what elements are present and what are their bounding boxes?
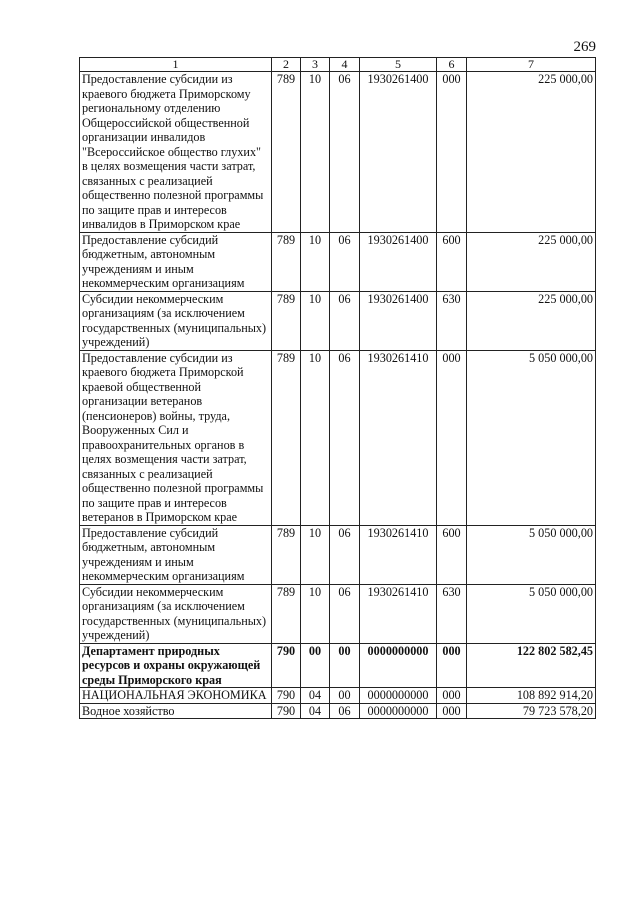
- target-article-code: 1930261410: [360, 350, 437, 525]
- target-article-code: 0000000000: [360, 703, 437, 719]
- section-code: 00: [301, 643, 330, 688]
- column-header: 1: [80, 58, 272, 72]
- table-row: [80, 525, 596, 584]
- item-name: Субсидии некоммерческим организациям (за исключением государственных (муниципальных) учреждений): [80, 291, 272, 350]
- admin-code: 790: [272, 688, 301, 704]
- section-code: 10: [301, 291, 330, 350]
- item-name: Департамент природных ресурсов и охраны окружающей среды Приморского края: [80, 643, 272, 688]
- table-row: [80, 688, 596, 704]
- subsection-code: 06: [330, 72, 360, 233]
- item-name: Предоставление субсидии из краевого бюджета Приморской краевой общественной организации ветеранов (пенсионеров) войны, труда, Вооруженных Сил и правоохранительных органов в целях возмещения части затрат, связанных с реализацией общественно полезной программы по защите прав и интересов ветеранов в Приморском крае: [80, 350, 272, 525]
- admin-code: 789: [272, 350, 301, 525]
- target-article-code: 0000000000: [360, 688, 437, 704]
- expense-type-code: 600: [437, 232, 467, 291]
- amount: 5 050 000,00: [467, 350, 596, 525]
- section-code: 10: [301, 525, 330, 584]
- item-name: Предоставление субсидии из краевого бюджета Приморскому региональному отделению Общероссийской общественной организации инвалидов "Всероссийское общество глухих" в целях возмещения части затрат, связанных с реализацией общественно полезной программы по защите прав и интересов инвалидов в Приморском крае: [80, 72, 272, 233]
- section-code: 04: [301, 688, 330, 704]
- subsection-code: 06: [330, 703, 360, 719]
- section-code: 10: [301, 72, 330, 233]
- section-code: 04: [301, 703, 330, 719]
- table-row: [80, 703, 596, 719]
- target-article-code: 1930261410: [360, 584, 437, 643]
- expense-type-code: 630: [437, 291, 467, 350]
- amount: 225 000,00: [467, 72, 596, 233]
- column-header: 2: [272, 58, 301, 72]
- section-code: 10: [301, 584, 330, 643]
- subsection-code: 06: [330, 291, 360, 350]
- subsection-code: 06: [330, 350, 360, 525]
- page-number: 269: [573, 39, 596, 55]
- expense-type-code: 000: [437, 703, 467, 719]
- target-article-code: 1930261410: [360, 525, 437, 584]
- amount: 122 802 582,45: [467, 643, 596, 688]
- admin-code: 789: [272, 291, 301, 350]
- table-row: [80, 232, 596, 291]
- amount: 5 050 000,00: [467, 584, 596, 643]
- item-name: НАЦИОНАЛЬНАЯ ЭКОНОМИКА: [80, 688, 272, 704]
- subsection-code: 06: [330, 232, 360, 291]
- target-article-code: 1930261400: [360, 72, 437, 233]
- subsection-code: 06: [330, 584, 360, 643]
- amount: 79 723 578,20: [467, 703, 596, 719]
- item-name: Субсидии некоммерческим организациям (за исключением государственных (муниципальных) учреждений): [80, 584, 272, 643]
- expense-type-code: 000: [437, 350, 467, 525]
- item-name: Предоставление субсидий бюджетным, автономным учреждениям и иным некоммерческим организациям: [80, 525, 272, 584]
- subsection-code: 00: [330, 688, 360, 704]
- table-row: [80, 584, 596, 643]
- item-name: Водное хозяйство: [80, 703, 272, 719]
- table-row: [80, 72, 596, 233]
- table-row: [80, 643, 596, 688]
- section-code: 10: [301, 350, 330, 525]
- expense-type-code: 000: [437, 643, 467, 688]
- subsection-code: 06: [330, 525, 360, 584]
- section-code: 10: [301, 232, 330, 291]
- expense-type-code: 630: [437, 584, 467, 643]
- target-article-code: 1930261400: [360, 232, 437, 291]
- admin-code: 789: [272, 72, 301, 233]
- table-row: [80, 350, 596, 525]
- item-name: Предоставление субсидий бюджетным, автономным учреждениям и иным некоммерческим организациям: [80, 232, 272, 291]
- subsection-code: 00: [330, 643, 360, 688]
- admin-code: 790: [272, 643, 301, 688]
- header-row: [80, 58, 596, 72]
- expense-type-code: 000: [437, 72, 467, 233]
- target-article-code: 0000000000: [360, 643, 437, 688]
- table-row: [80, 291, 596, 350]
- expense-type-code: 600: [437, 525, 467, 584]
- budget-table: [79, 57, 596, 719]
- amount: 5 050 000,00: [467, 525, 596, 584]
- amount: 108 892 914,20: [467, 688, 596, 704]
- column-header: 3: [301, 58, 330, 72]
- expense-type-code: 000: [437, 688, 467, 704]
- admin-code: 789: [272, 525, 301, 584]
- admin-code: 790: [272, 703, 301, 719]
- admin-code: 789: [272, 232, 301, 291]
- amount: 225 000,00: [467, 232, 596, 291]
- amount: 225 000,00: [467, 291, 596, 350]
- column-header: 4: [330, 58, 360, 72]
- column-header: 5: [360, 58, 437, 72]
- admin-code: 789: [272, 584, 301, 643]
- column-header: 7: [467, 58, 596, 72]
- target-article-code: 1930261400: [360, 291, 437, 350]
- column-header: 6: [437, 58, 467, 72]
